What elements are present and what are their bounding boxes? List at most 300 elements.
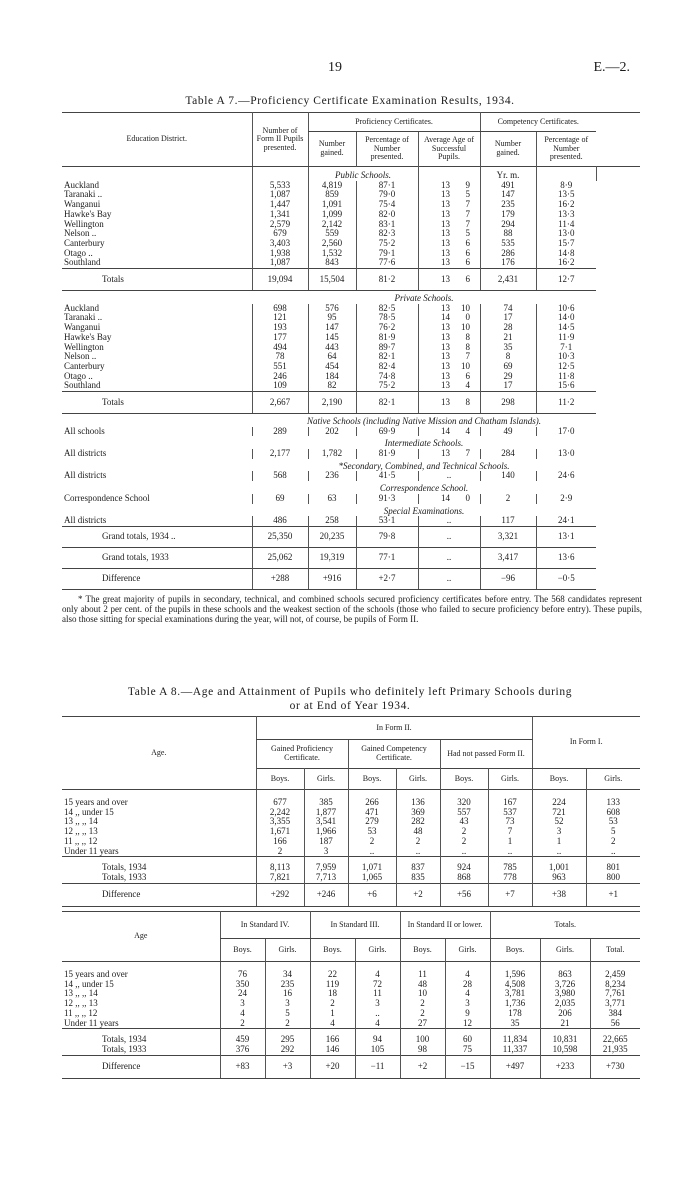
competency-pct: 10·3 [536,352,596,362]
row-label: All districts [64,470,107,481]
value-cell: 2 [400,1009,445,1019]
age-months: 6 [465,370,470,381]
value-cell: 2,242 [256,808,304,818]
age-years: 13 [441,447,450,458]
competency-pct: 13·0 [536,229,596,239]
value-cell: 837 [396,857,440,873]
col-girls: Girls. [586,769,640,790]
value-cell: 11 [355,989,400,999]
age-months: 6 [465,238,470,249]
competency-gained: 17 [480,313,536,323]
age-months: 10 [461,302,470,313]
value-cell: 384 [590,1009,640,1019]
row-label: All schools [64,425,105,436]
value-cell: 53 [586,817,640,827]
section-heading [62,436,640,449]
value-cell: +3 [265,1055,310,1078]
gained: 1,099 [308,210,356,220]
avg-age [418,494,480,504]
value-cell: +497 [490,1055,540,1078]
col-boys: Boys. [256,769,304,790]
presented: 121 [252,313,308,323]
sub-competency: Gained Competency Certificate. [348,740,440,769]
gained: 82 [308,381,356,391]
competency-pct: 12·5 [536,362,596,372]
value-cell: 22,665 [590,1029,640,1045]
age-months: 7 [465,447,470,458]
col-boys: Boys. [220,939,265,962]
value-cell: 1 [488,837,532,847]
age-months: 4 [465,425,470,436]
competency-gained: 286 [480,249,536,259]
competency-gained: 21 [480,333,536,343]
public-row [62,249,640,259]
presented: 679 [252,229,308,239]
public-row [62,258,640,268]
age-row [62,980,640,990]
private-row [62,343,640,353]
group-totals: Totals. [490,912,640,939]
competency-gained: 35 [480,343,536,353]
row-label: Nelson .. [64,228,97,239]
value-cell: 459 [220,1029,265,1045]
col-boys: Boys. [440,769,488,790]
percentage: 41·5 [356,471,418,481]
competency-pct: 13·5 [536,190,596,200]
value-cell: 835 [396,873,440,883]
value-cell: 43 [440,817,488,827]
public-row [62,220,640,230]
row-label: Hawke's Bay [64,331,112,342]
group-std3: In Standard III. [310,912,400,939]
value-cell: 166 [310,1029,355,1045]
value-cell: 1,065 [348,873,396,883]
blank-cell [252,167,308,181]
competency-pct: −0·5 [536,569,596,590]
gained: 236 [308,471,356,481]
value-cell: 206 [540,1009,590,1019]
percentage: 77·1 [356,548,418,569]
spacer-row [62,962,640,971]
percentage: 69·9 [356,427,418,437]
value-cell: 75 [445,1045,490,1055]
age-months: 8 [465,397,470,408]
value-cell: 100 [400,1029,445,1045]
presented: 69 [252,494,308,504]
value-cell: 16 [265,989,310,999]
percentage: 74·8 [356,372,418,382]
row-label: Wanganui [64,322,101,333]
value-cell: 4 [310,1019,355,1029]
age-years: 13 [441,179,450,190]
private-totals-row [62,392,640,414]
value-cell: +6 [348,883,396,906]
competency-pct: 14·8 [536,249,596,259]
presented: 19,094 [252,269,308,291]
row-label: Wellington [64,218,104,229]
value-cell: 72 [355,980,400,990]
row-label: 15 years and over [64,969,128,979]
percentage: 82·1 [356,392,418,414]
competency-pct: 11·8 [536,372,596,382]
value-cell: 73 [488,817,532,827]
private-row [62,304,640,314]
value-cell: 279 [348,817,396,827]
col-age: Age. [62,717,256,790]
value-cell: 778 [488,873,532,883]
section-heading-text: Intermediate Schools. [384,438,464,449]
age-years: 13 [441,218,450,229]
row-label: 14 ,, under 15 [64,978,114,989]
percentage: 82·4 [356,362,418,372]
age-months: 0 [465,492,470,503]
grand-row [62,527,640,548]
value-cell: 868 [440,873,488,883]
private-row [62,313,640,323]
competency-gained: −96 [480,569,536,590]
group-std2: In Standard II or lower. [400,912,490,939]
value-cell: 1 [310,1009,355,1019]
section-row [62,471,640,481]
age-years: 13 [441,397,450,408]
value-cell: +56 [440,883,488,906]
presented: 246 [252,372,308,382]
value-cell: 22 [310,970,355,980]
section-heading [62,459,640,472]
presented: 568 [252,471,308,481]
presented: 1,938 [252,249,308,259]
avg-age [418,427,480,437]
row-label: Under 11 years [64,1017,119,1028]
blank-cell [62,290,252,303]
row-label: All districts [64,515,107,526]
blank-cell [418,167,480,181]
value-cell: 12 [445,1019,490,1029]
percentage: 82·1 [356,352,418,362]
totals-row [62,857,640,873]
value-cell: 4 [445,989,490,999]
value-cell: +2 [400,1055,445,1078]
gained: 95 [308,313,356,323]
age-months: 5 [465,228,470,239]
value-cell: 3,771 [590,999,640,1009]
col-district: Education District. [62,113,252,167]
age-months: 6 [465,247,470,258]
competency-pct: 2·9 [536,494,596,504]
value-cell: 2,459 [590,970,640,980]
presented: 1,087 [252,258,308,268]
row-label: Grand totals, 1934 .. [62,527,252,548]
age-years: 13 [441,257,450,268]
value-cell: 105 [355,1045,400,1055]
percentage: +2·7 [356,569,418,590]
value-cell: 2 [265,1019,310,1029]
percentage: 79·1 [356,249,418,259]
totals-row [62,873,640,883]
age-years: 13 [441,199,450,210]
percentage: 53·1 [356,516,418,526]
age-row [62,999,640,1009]
value-cell: 471 [348,808,396,818]
value-cell: 119 [310,980,355,990]
row-label: Wanganui [64,199,101,210]
row-label: 11 ,, ,, 12 [64,835,98,846]
gained: 4,819 [308,181,356,191]
value-cell: 3 [265,999,310,1009]
age-years: 13 [441,189,450,200]
value-cell: +2 [396,883,440,906]
yr-m-label: Yr. m. [480,167,536,181]
percentage: 82·3 [356,229,418,239]
gained: 2,560 [308,239,356,249]
row-label: Totals, 1933 [102,872,147,883]
row-label: 13 ,, ,, 14 [64,988,98,999]
competency-gained: 49 [480,427,536,437]
value-cell: 385 [304,798,348,808]
row-label: 13 ,, ,, 14 [64,816,98,827]
col-girls: Girls. [540,939,590,962]
private-row [62,362,640,372]
value-cell: 11,834 [490,1029,540,1045]
row-label: Totals [62,392,252,414]
value-cell: 963 [532,873,586,883]
value-cell: 1,736 [490,999,540,1009]
row-label: Correspondence School [64,492,150,503]
value-cell: 4 [220,1009,265,1019]
blank-cell [536,167,596,181]
value-cell: .. [355,1009,400,1019]
avg-age: .. [418,569,480,590]
competency-gained: 235 [480,200,536,210]
col-girls: Girls. [396,769,440,790]
public-row [62,181,640,191]
gained: 443 [308,343,356,353]
competency-pct: 12·7 [536,269,596,291]
row-label: Taranaki .. [64,189,103,200]
value-cell: 28 [445,980,490,990]
value-cell: 133 [586,798,640,808]
value-cell: 3 [220,999,265,1009]
competency-pct: 11·9 [536,333,596,343]
age-months: 8 [465,331,470,342]
competency-gained: 2,431 [480,269,536,291]
value-cell: 4 [355,1019,400,1029]
age-years: 13 [441,351,450,362]
row-label: Nelson .. [64,351,97,362]
presented: 1,087 [252,190,308,200]
value-cell: 350 [220,980,265,990]
value-cell: 924 [440,857,488,873]
row-label: Southland [64,380,101,391]
row-label: Auckland [64,302,99,313]
competency-pct: 16·2 [536,200,596,210]
value-cell: 178 [490,1009,540,1019]
competency-pct: 15·7 [536,239,596,249]
col-boys: Boys. [310,939,355,962]
value-cell: 3 [304,847,348,857]
difference-row [62,883,640,906]
age-months: 4 [465,380,470,391]
competency-pct: 13·6 [536,548,596,569]
age-months: 7 [465,208,470,219]
age-row [62,989,640,999]
presented: 494 [252,343,308,353]
percentage: 91·3 [356,494,418,504]
value-cell: 136 [396,798,440,808]
value-cell: .. [532,847,586,857]
value-cell: 320 [440,798,488,808]
col-competency-percentage: Percentage of Number presented. [536,132,596,167]
gained: 64 [308,352,356,362]
totals-row [62,1045,640,1055]
col-boys: Boys. [348,769,396,790]
value-cell: 21 [540,1019,590,1029]
grand-row [62,569,640,590]
value-cell: 2 [220,1019,265,1029]
value-cell: 10,831 [540,1029,590,1045]
value-cell: 2 [586,837,640,847]
presented: 289 [252,427,308,437]
competency-gained: 3,417 [480,548,536,569]
row-label: Taranaki .. [64,312,103,323]
competency-pct: 15·6 [536,381,596,391]
row-label: Grand totals, 1933 [62,548,252,569]
percentage: 81·9 [356,333,418,343]
percentage: 79·8 [356,527,418,548]
presented: 2,667 [252,392,308,414]
row-label: 12 ,, ,, 13 [64,998,98,1009]
presented: 177 [252,333,308,343]
section-heading-text: Special Examinations. [383,505,465,516]
row-label: Difference [62,1055,220,1078]
value-cell: .. [396,847,440,857]
age-row [62,808,640,818]
section-heading-text: Native Schools (including Native Mission and Chatham Islands). [307,415,541,426]
value-cell: 3 [532,827,586,837]
percentage: 79·0 [356,190,418,200]
gained: 576 [308,304,356,314]
value-cell: 292 [265,1045,310,1055]
value-cell: .. [440,847,488,857]
value-cell: 3,541 [304,817,348,827]
section-row [62,494,640,504]
value-cell: .. [586,847,640,857]
row-label: 11 ,, ,, 12 [64,1007,98,1018]
gained: 145 [308,333,356,343]
row-label: Totals, 1934 [62,1029,220,1045]
age-months: 9 [465,179,470,190]
value-cell: 11 [400,970,445,980]
gained: 184 [308,372,356,382]
competency-pct: 14·5 [536,323,596,333]
competency-pct: 13·1 [536,527,596,548]
presented: 1,341 [252,210,308,220]
avg-age: .. [418,471,480,481]
presented: 3,403 [252,239,308,249]
presented: 78 [252,352,308,362]
age-months: 5 [465,189,470,200]
percentage: 76·2 [356,323,418,333]
row-label: Under 11 years [64,845,119,856]
value-cell: 1,671 [256,827,304,837]
row-label: Southland [64,257,101,268]
age-months: 10 [461,360,470,371]
age-years: 13 [441,247,450,258]
value-cell: 3 [355,999,400,1009]
value-cell: 52 [532,817,586,827]
gained: 843 [308,258,356,268]
value-cell: +292 [256,883,304,906]
percentage: 81·2 [356,269,418,291]
value-cell: 721 [532,808,586,818]
age-months: 6 [465,274,470,285]
gained: 454 [308,362,356,372]
age-row [62,970,640,980]
value-cell: 167 [488,798,532,808]
value-cell: 8,234 [590,980,640,990]
competency-pct: 8·9 [536,181,596,191]
value-cell: +1 [586,883,640,906]
presented: 2,177 [252,449,308,459]
col-girls: Girls. [304,769,348,790]
value-cell: 24 [220,989,265,999]
value-cell: 146 [310,1045,355,1055]
value-cell: 18 [310,989,355,999]
value-cell: 53 [348,827,396,837]
presented: 193 [252,323,308,333]
value-cell: +83 [220,1055,265,1078]
value-cell: 785 [488,857,532,873]
value-cell: +38 [532,883,586,906]
section-row [62,516,640,526]
value-cell: 5 [265,1009,310,1019]
yr-m-row [62,167,640,181]
row-label: Totals [62,269,252,291]
value-cell: 11,337 [490,1045,540,1055]
age-row [62,1019,640,1029]
value-cell: +233 [540,1055,590,1078]
col-percentage: Percentage of Number presented. [356,132,418,167]
row-label: 14 ,, under 15 [64,806,114,817]
col-age-b: Age [62,912,220,962]
avg-age: .. [418,516,480,526]
avg-age [418,449,480,459]
section-row [62,427,640,437]
competency-pct: 11·2 [536,392,596,414]
public-row [62,229,640,239]
presented: 25,350 [252,527,308,548]
gained: 559 [308,229,356,239]
public-row [62,190,640,200]
age-row [62,1009,640,1019]
value-cell: 2 [348,837,396,847]
presented: +288 [252,569,308,590]
value-cell: +20 [310,1055,355,1078]
value-cell: 3 [445,999,490,1009]
percentage: 75·4 [356,200,418,210]
percentage: 87·1 [356,181,418,191]
value-cell: 1,966 [304,827,348,837]
col-girls: Girls. [265,939,310,962]
value-cell: 3,781 [490,989,540,999]
public-totals-row [62,269,640,291]
competency-gained: 179 [480,210,536,220]
page-number: 19 [328,60,342,75]
table-a7-footnote [62,594,642,624]
row-label: Otago .. [64,370,93,381]
competency-gained: 17 [480,381,536,391]
row-label: Hawke's Bay [64,208,112,219]
